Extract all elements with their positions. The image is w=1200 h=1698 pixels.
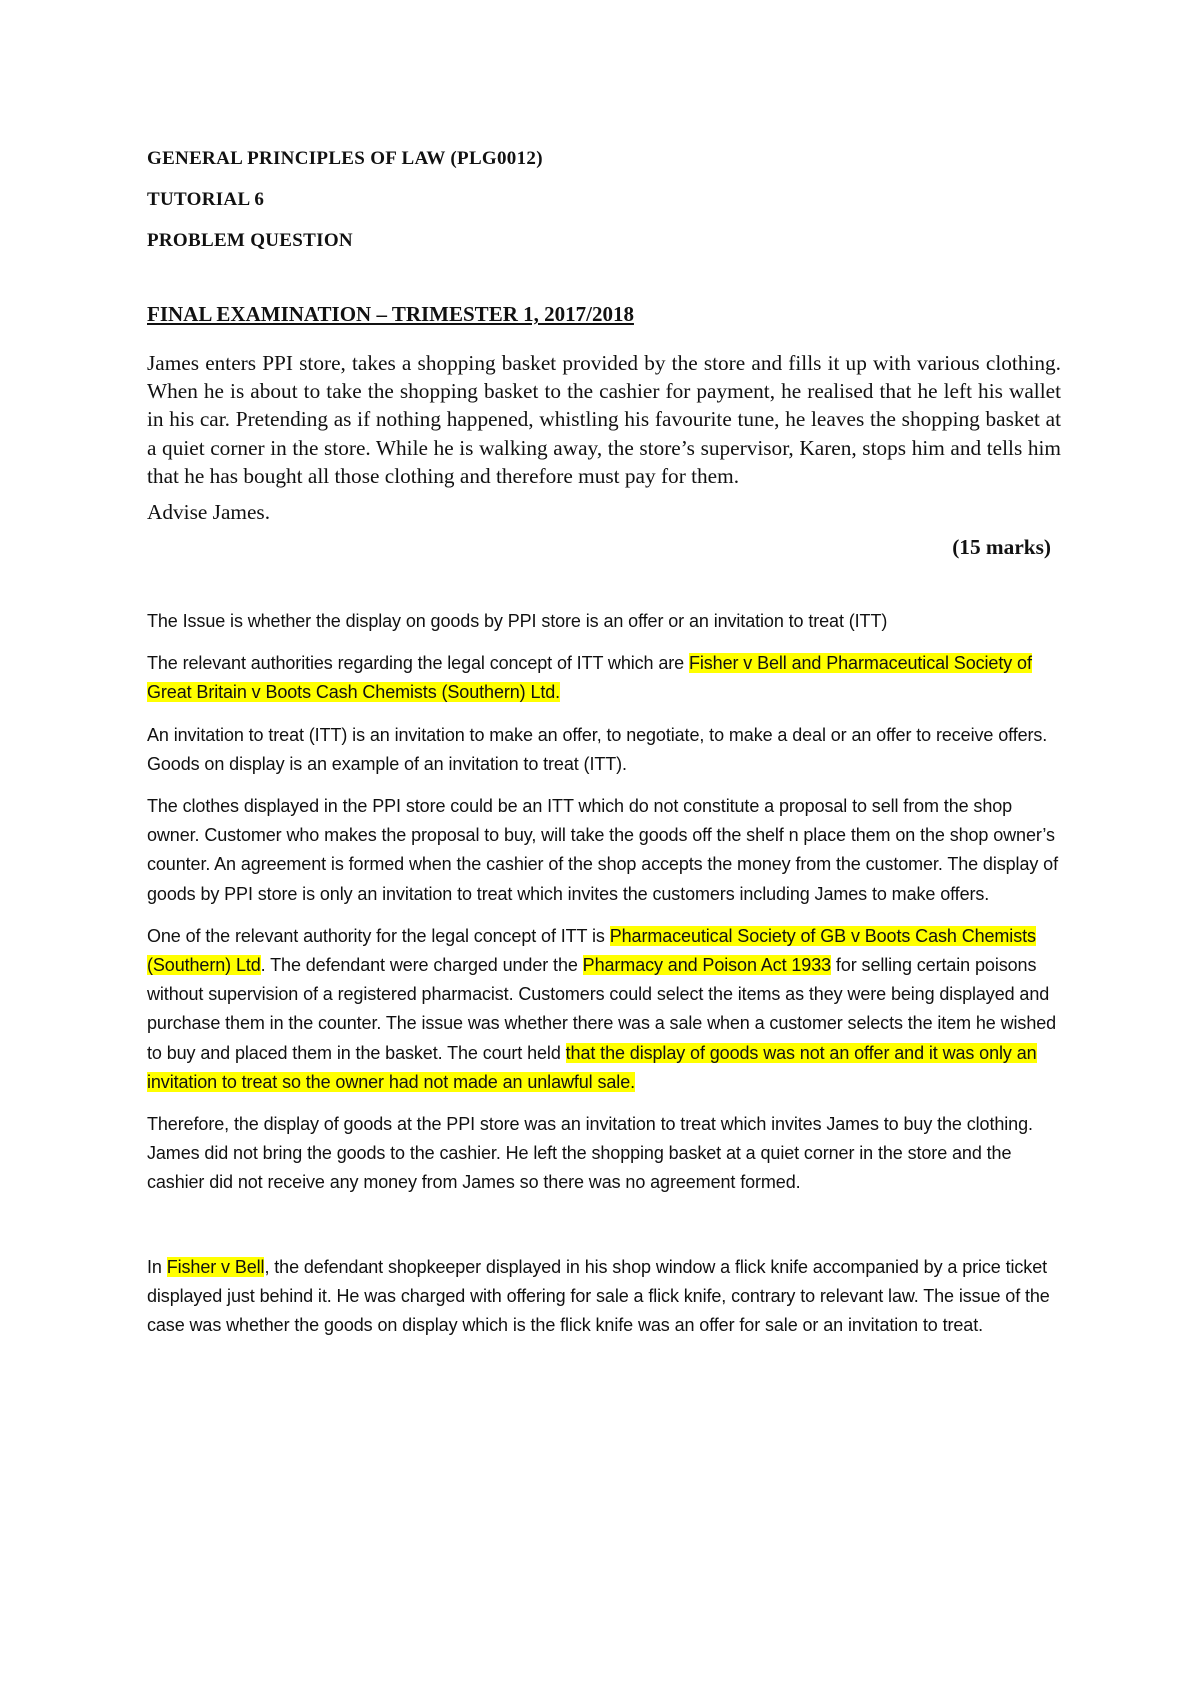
statute-highlight: Pharmacy and Poison Act 1933 [582, 955, 832, 976]
boots-text-3: for selling certain poisons without supervision of a registered pharmacist. Customers could select the items as they were being displayed and purchase them in the counter. The issue was whether there was a sale when a customer selects the item he wished to buy and placed them in the basket. The court held [147, 955, 1057, 1063]
fisher-case-name-highlight: Fisher v Bell [166, 1256, 265, 1277]
fisher-case-paragraph [147, 1253, 1061, 1341]
authorities-highlight: Fisher v Bell and Pharmaceutical Society of Great Britain v Boots Cash Chemists (Southern) Ltd. [147, 653, 1032, 703]
blank-line [147, 1211, 1061, 1253]
authorities-text: The relevant authorities regarding the legal concept of ITT which are [147, 653, 689, 674]
issue-paragraph: The Issue is whether the display on goods by PPI store is an offer or an invitation to treat (ITT) [147, 611, 888, 632]
boots-case-name-highlight: Pharmaceutical Society of GB v Boots Cash Chemists (Southern) Ltd [147, 925, 1036, 976]
authorities-paragraph [147, 649, 1061, 707]
exam-marks: (15 marks) [952, 535, 1051, 560]
exam-question: James enters PPI store, takes a shopping basket provided by the store and fills it up with various clothing. When he is about to take the shopping basket to the cashier for payment, he realised that he left his wallet in his car. Pretending as if nothing happened, whistling his favourite tune, he leaves the shopping basket at a quiet corner in the store. While he is walking away, the store’s supervisor, Karen, stops him and tells him that he has bought all those clothing and therefore must pay for them. [147, 351, 1061, 488]
application-paragraph: The clothes displayed in the PPI store could be an ITT which do not constitute a proposal to sell from the shop owner. Customer who makes the proposal to buy, will take the goods off the shelf n place them on the shop owner’s counter. An agreement is formed when the cashier of the shop accepts the money from the customer. The display of goods by PPI store is only an invitation to treat which invites the customers including James to make offers. [147, 796, 1058, 904]
boots-text-2: . The defendant were charged under the [260, 955, 583, 976]
problem-heading: PROBLEM QUESTION [147, 230, 353, 251]
tutorial-title: TUTORIAL 6 [147, 189, 265, 210]
conclusion-paragraph: Therefore, the display of goods at the PPI store was an invitation to treat which invites James to buy the clothing. James did not bring the goods to the cashier. He left the shopping basket at a quiet corner in the store and the cashier did not receive any money from James so there was no agreement formed. [147, 1114, 1033, 1193]
exam-instruction: Advise James. [147, 500, 271, 525]
fisher-text-1: In [147, 1256, 167, 1277]
boots-text-1: One of the relevant authority for the legal concept of ITT is [147, 925, 610, 946]
boots-case-paragraph [147, 922, 1061, 1097]
holding-highlight: that the display of goods was not an offer and it was only an invitation to treat so the owner had not made an unlawful sale. [147, 1042, 1037, 1092]
document-body [147, 148, 1061, 1353]
fisher-text-2: , the defendant shopkeeper displayed in his shop window a flick knife accompanied by a price ticket displayed just behind it. He was charged with offering for sale a flick knife, contrary to relevant law. The issue of the case was whether the goods on display which is the flick knife was an offer for sale or an invitation to treat. [147, 1256, 1050, 1336]
definition-paragraph: An invitation to treat (ITT) is an invitation to make an offer, to negotiate, to make a deal or an offer to receive offers. Goods on display is an example of an invitation to treat (ITT). [147, 724, 1048, 774]
exam-title: FINAL EXAMINATION – TRIMESTER 1, 2017/2018 [147, 302, 634, 326]
course-title: GENERAL PRINCIPLES OF LAW (PLG0012) [147, 148, 543, 169]
